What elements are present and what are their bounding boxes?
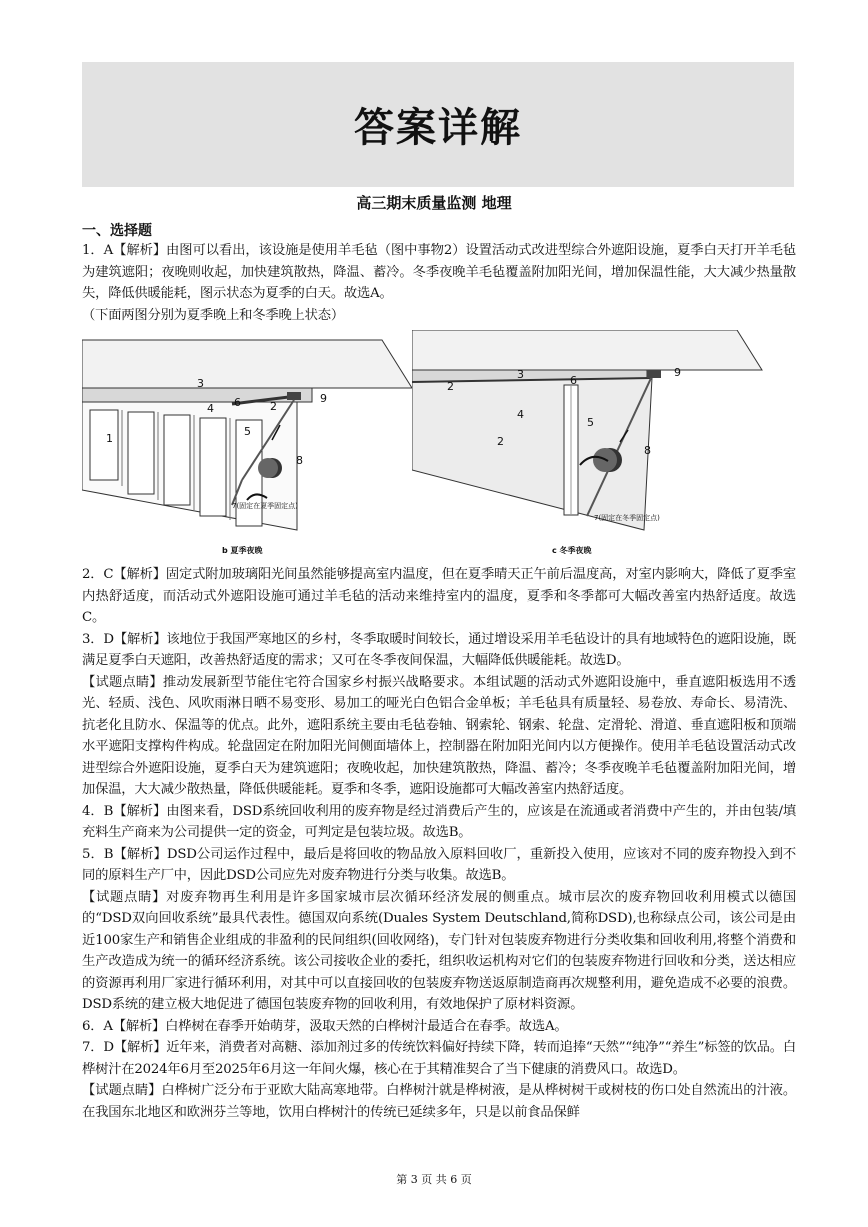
winter-night-diagram bbox=[412, 330, 796, 562]
diagram-label: 2 bbox=[270, 400, 277, 413]
diagram-label: 9 bbox=[674, 366, 681, 379]
figure-summer-night bbox=[82, 330, 412, 562]
exam-subtitle: 高三期末质量监测 地理 bbox=[356, 194, 512, 212]
answer-paragraph: 3．D【解析】该地位于我国严寒地区的乡村，冬季取暖时间较长，通过增设采用羊毛毡设计的具有地域特色的遮阳设施，既满足夏季白天遮阳，改善热舒适度的需求；又可在冬季夜间保温，大幅降低供暖能耗。故选D。 bbox=[82, 631, 796, 668]
title-banner bbox=[82, 62, 794, 187]
diagram-label: 6 bbox=[570, 374, 577, 387]
figure-caption: c 冬季夜晚 bbox=[552, 546, 592, 555]
insight-paragraph: 【试题点睛】推动发展新型节能住宅符合国家乡村振兴战略要求。本组试题的活动式外遮阳设施中，垂直遮阳板选用不透光、轻质、浅色、风吹雨淋日晒不易变形、易加工的哑光白色铝合金单板；羊毛毡具有质量轻、易卷放、寿命长、易清洗、抗老化且防水、保温等的优点。此外，遮阳系统主要由毛毡卷轴、钢索轮、钢索、轮盘、定滑轮、滑道、垂直遮阳板和顶端水平遮阳支撑构件构成。轮盘固定在附加阳光间侧面墙体上，控制器在附加阳光间内以方便操作。使用羊毛毡设置活动式改进型综合外遮阳设施，夏季白天为建筑遮阳；夜晚收起，加快建筑散热，降温、蓄冷；冬季夜晚羊毛毡覆盖附加阳光间，增加保温，大大减少散热量，降低供暖能耗。夏季和冬季，遮阳设施都可大幅改善室内热舒适度。 bbox=[82, 674, 796, 797]
diagram-label: 5 bbox=[587, 416, 594, 429]
answer-paragraph: 7．D【解析】近年来，消费者对高糖、添加剂过多的传统饮料偏好持续下降，转而追捧“天然”“纯净”“养生”标签的饮品。白桦树汁在2024年6月至2025年6月这一年间火爆，核心在于其精准契合了当下健康的消费风口。故选D。 bbox=[82, 1040, 796, 1077]
answer-paragraph: 4．B【解析】由图来看，DSD系统回收利用的废弃物是经过消费后产生的，应该是在流通或者消费中产生的，并由包装/填充料生产商来为公司提供一定的资金，可判定是包装垃圾。故选B。 bbox=[82, 803, 796, 840]
figure-winter-night bbox=[412, 330, 796, 562]
diagram-label: 2 bbox=[447, 380, 454, 393]
page-title: 答案详解 bbox=[354, 104, 522, 151]
fixed-point-label: 7(固定在冬季固定点) bbox=[594, 514, 660, 522]
diagram-label: 3 bbox=[517, 368, 524, 381]
section-heading: 一、选择题 bbox=[82, 223, 152, 239]
answer-paragraph: 5．B【解析】DSD公司运作过程中，最后是将回收的物品放入原料回收厂，重新投入使用，应该对不同的废弃物投入到不同的原料生产厂中，因此DSD公司应先对废弃物进行分类与收集。故选B。 bbox=[82, 846, 796, 883]
diagram-label: 6 bbox=[234, 396, 241, 409]
fixed-point-label: 7(固定在夏季固定点) bbox=[232, 502, 298, 510]
summer-night-diagram bbox=[82, 330, 412, 562]
diagram-label: 5 bbox=[244, 425, 251, 438]
figure-note: （下面两图分别为夏季晚上和冬季晚上状态） bbox=[82, 307, 344, 323]
insight-paragraph: 【试题点睛】白桦树广泛分布于亚欧大陆高寒地带。白桦树汁就是桦树液，是从桦树树干或树枝的伤口处自然流出的汁液。在我国东北地区和欧洲芬兰等地，饮用白桦树汁的传统已延续多年，只是以前食品保鲜 bbox=[82, 1083, 796, 1120]
diagram-label: 3 bbox=[197, 377, 204, 390]
answer-paragraph: 6．A【解析】白桦树在春季开始萌芽，汲取天然的白桦树汁最适合在春季。故选A。 bbox=[82, 1018, 568, 1034]
diagram-label: 4 bbox=[207, 402, 214, 415]
diagram-label: 4 bbox=[517, 408, 524, 421]
answer-block-2 bbox=[82, 564, 796, 1123]
insight-paragraph: 【试题点睛】对废弃物再生利用是许多国家城市层次循环经济发展的侧重点。城市层次的废弃物回收利用模式以德国的“DSD双向回收系统”最具代表性。德国双向系统(Duales System Deutschland,简称DSD),也称绿点公司，该公司是由近100家生产和销售企业组成的非盈利的民间组织(回收网络)，专门针对包装废弃物进行分类收集和回收利用,将整个消费和生产改造成为统一的循环经济系统。该公司接收企业的委托，组织收运机构对它们的包装废弃物进行回收和分类，送达相应的资源再利用厂家进行循环利用，对其中可以直接回收的包装废弃物送返原制造商再次规整利用，避免造成不必要的浪费。DSD系统的建立极大地促进了德国包装废弃物的回收利用，有效地保护了原材料资源。 bbox=[82, 889, 796, 1012]
diagram-label: 8 bbox=[296, 454, 303, 467]
answer-block-1 bbox=[82, 240, 796, 326]
page-footer: 第 3 页 共 6 页 bbox=[396, 1173, 472, 1186]
figure-caption: b 夏季夜晚 bbox=[222, 546, 263, 555]
diagram-label: 8 bbox=[644, 444, 651, 457]
diagram-label: 9 bbox=[320, 392, 327, 405]
answer-paragraph: 1．A【解析】由图可以看出，该设施是使用羊毛毡（图中事物2）设置活动式改进型综合外遮阳设施，夏季白天打开羊毛毡为建筑遮阳；夜晚则收起，加快建筑散热，降温、蓄冷。冬季夜晚羊毛毡覆盖附加阳光间，增加保温性能，大大减少热量散失，降低供暖能耗，图示状态为夏季的白天。故选A。 bbox=[82, 243, 796, 301]
answer-paragraph: 2．C【解析】固定式附加玻璃阳光间虽然能够提高室内温度，但在夏季晴天正午前后温度高，对室内影响大，降低了夏季室内热舒适度，而活动式外遮阳设施可通过羊毛毡的活动来维持室内的温度，夏季和冬季都可大幅改善室内热舒适度。故选C。 bbox=[82, 567, 796, 625]
figure-pair bbox=[82, 330, 796, 562]
diagram-label: 1 bbox=[106, 432, 113, 445]
diagram-label: 2 bbox=[497, 435, 504, 448]
